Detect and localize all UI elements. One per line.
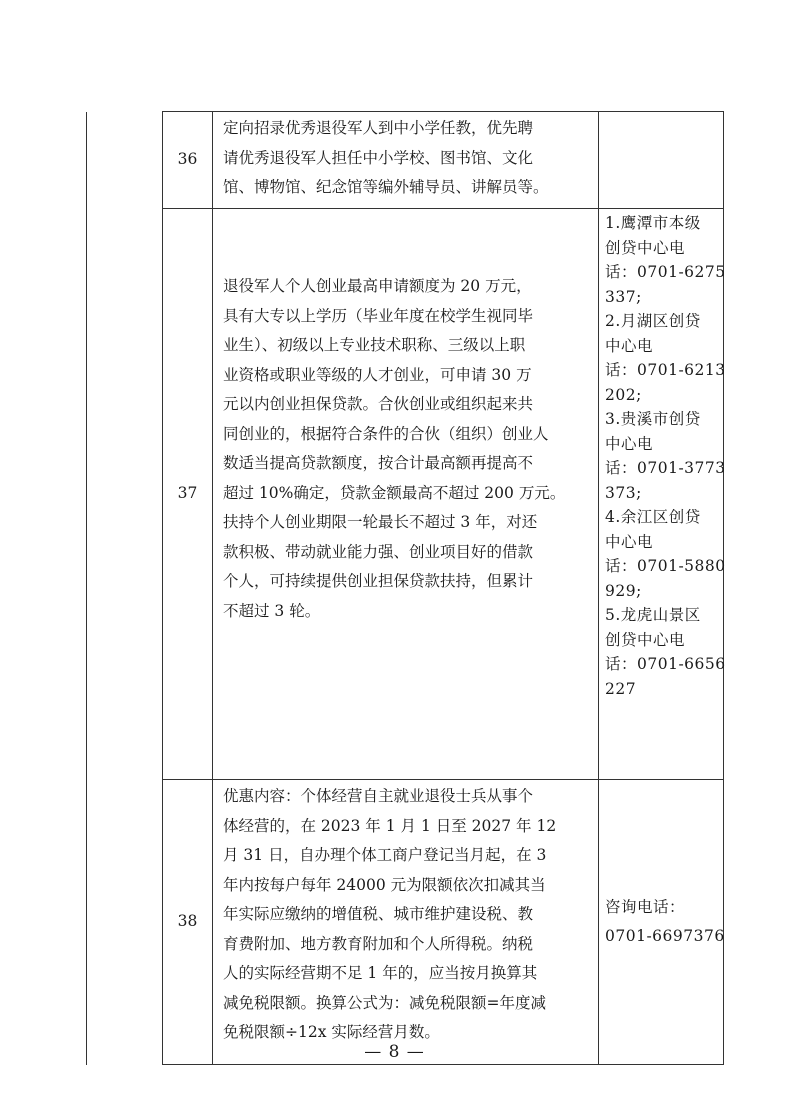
content-line: 扶持个人创业期限一轮最长不超过 3 年，对还	[223, 513, 538, 531]
policy-table	[86, 111, 724, 1065]
content-line: 育费附加、地方教育附加和个人所得税。纳税	[223, 934, 534, 953]
content-line: 具有大专以上学历（毕业年度在校学生视同毕	[223, 306, 534, 325]
contact-line: 中心电	[605, 532, 654, 551]
contact-line: 中心电	[605, 336, 654, 355]
content-line: 不超过 3 轮。	[223, 601, 321, 620]
content-line: 个人，可持续提供创业担保贷款扶持，但累计	[223, 572, 534, 590]
contact-line: 话：0701-6275	[605, 263, 726, 281]
content-line: 数适当提高贷款额度，按合计最高额再提高不	[223, 454, 534, 472]
contact-line: 5.龙虎山景区	[605, 606, 701, 624]
content-line: 业资格或职业等级的人才创业，可申请 30 万	[223, 365, 532, 384]
content-line: 同创业的，根据符合条件的合伙（组织）创业人	[223, 424, 549, 443]
contact-line: 话：0701-5880	[605, 557, 726, 575]
policy-content	[213, 112, 599, 209]
row-number: 37	[163, 209, 213, 780]
contact-line: 话：0701-6213	[605, 361, 726, 379]
table-row	[87, 112, 724, 209]
row-number: 38	[163, 780, 213, 1065]
policy-content	[213, 209, 599, 780]
contact-line: 咨询电话：	[605, 897, 686, 916]
contact-line: 创贷中心电	[605, 630, 686, 649]
contact-cell	[599, 209, 724, 780]
table-row	[87, 780, 724, 1065]
contact-line: 中心电	[605, 434, 654, 453]
contact-line: 创贷中心电	[605, 238, 686, 257]
content-line: 馆、博物馆、纪念馆等编外辅导员、讲解员等。	[223, 178, 549, 196]
category-cell	[87, 112, 163, 1065]
content-line: 年内按每户每年 24000 元为限额依次扣减其当	[223, 875, 546, 894]
contact-line: 话：0701-6656	[605, 655, 726, 673]
content-line: 年实际应缴纳的增值税、城市维护建设税、教	[223, 905, 534, 923]
content-line: 减免税限额。换算公式为：减免税限额=年度减	[223, 993, 546, 1012]
content-line: 元以内创业担保贷款。合伙创业或组织起来共	[223, 395, 534, 413]
contact-line: 3.贵溪市创贷	[605, 410, 701, 428]
content-line: 优惠内容：个体经营自主就业退役士兵从事个	[223, 787, 534, 805]
content-line: 请优秀退役军人担任中小学校、图书馆、文化	[223, 148, 534, 167]
content-line: 月 31 日，自办理个体工商户登记当月起，在 3	[223, 846, 547, 864]
contact-line: 202;	[605, 385, 642, 404]
contact-cell	[599, 112, 724, 209]
content-line: 退役军人个人创业最高申请额度为 20 万元，	[223, 277, 532, 295]
policy-content	[213, 780, 599, 1065]
contact-line: 话：0701-3773	[605, 459, 726, 477]
content-line: 定向招录优秀退役军人到中小学任教，优先聘	[223, 119, 534, 137]
page-number: — 8 —	[364, 1042, 425, 1062]
row-number: 36	[163, 112, 213, 209]
contact-line: 227	[605, 679, 637, 698]
contact-line: 4.余江区创贷	[605, 508, 701, 526]
content-line: 超过 10%确定，贷款金额最高不超过 200 万元。	[223, 483, 566, 502]
contact-line: 337;	[605, 287, 642, 306]
contact-line: 373;	[605, 483, 642, 502]
contact-line: 0701-6697376	[605, 927, 725, 945]
content-line: 业生）、初级以上专业技术职称、三级以上职	[223, 336, 526, 354]
contact-line: 2.月湖区创贷	[605, 312, 701, 330]
table-row	[87, 209, 724, 780]
contact-line: 1.鹰潭市本级	[605, 214, 701, 232]
content-line: 免税限额÷12x 实际经营月数。	[223, 1023, 440, 1041]
contact-line: 929;	[605, 581, 642, 600]
content-line: 款积极、带动就业能力强、创业项目好的借款	[223, 542, 534, 561]
content-line: 体经营的，在 2023 年 1 月 1 日至 2027 年 12	[223, 816, 557, 835]
contact-cell	[599, 780, 724, 1065]
content-line: 人的实际经营期不足 1 年的，应当按月换算其	[223, 964, 538, 982]
